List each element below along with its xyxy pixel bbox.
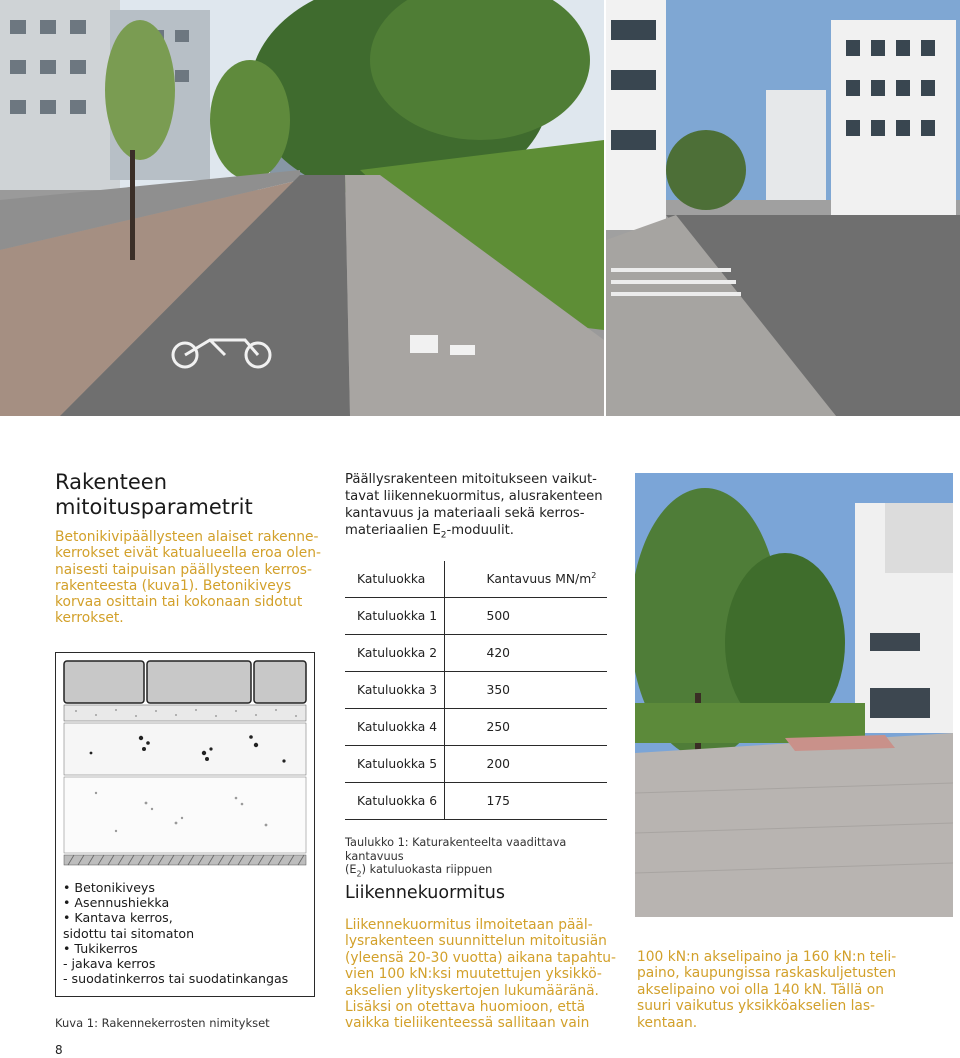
body-line: vien 100 kN:ksi muutettujen yksikkö- <box>345 966 602 983</box>
table-cell-value: 350 <box>444 672 607 709</box>
body-line: akselipaino voi olla 140 kN. Tällä on <box>637 981 884 998</box>
middle-intro-paragraph <box>345 471 620 545</box>
table-header-row <box>345 561 607 598</box>
body-line: kentaan. <box>637 1014 698 1031</box>
table-cell-class: Katuluokka 5 <box>345 746 444 783</box>
intro-line: Betonikivipäällysteen alaiset rakenne- <box>55 529 319 545</box>
section-heading-traffic-load: Liikennekuormitus <box>345 883 505 903</box>
table-cell-class: Katuluokka 1 <box>345 598 444 635</box>
body-line: lysrakenteen suunnittelun mitoitusiän <box>345 933 607 950</box>
subbase-layer <box>64 777 306 853</box>
legend-item: - suodatinkerros tai suodatinkangas <box>63 971 289 987</box>
legend-item: • Kantava kerros, <box>63 910 173 926</box>
intro-line: korvaa osittain tai kokonaan sidotut <box>55 594 303 611</box>
table-cell-class: Katuluokka 2 <box>345 635 444 672</box>
plaza-photo-illustration <box>635 473 953 917</box>
table-cell-value: 175 <box>444 783 607 820</box>
table-row <box>345 783 607 820</box>
legend-item: - jakava kerros <box>63 956 156 972</box>
superscript: 2 <box>591 571 597 581</box>
table-row <box>345 746 607 783</box>
body-line: Lisäksi on otettava huomioon, että <box>345 999 586 1016</box>
page-number: 8 <box>55 1043 63 1057</box>
table-caption-line: (E <box>345 863 357 877</box>
subscript: 2 <box>440 530 447 541</box>
table-cell-value: 200 <box>444 746 607 783</box>
legend-item: • Tukikerros <box>63 940 138 956</box>
table-caption-line: ) katuluokasta riippuen <box>361 863 493 877</box>
body-line: paino, kaupungissa raskaskuljetusten <box>637 965 897 982</box>
street-bike-path-photo <box>0 0 604 416</box>
filter-layer <box>64 855 306 865</box>
body-line: (yleensä 20-30 vuotta) aikana tapahtu- <box>345 949 617 966</box>
table-row <box>345 709 607 746</box>
column-header-capacity <box>444 561 607 598</box>
layer-cross-section-diagram <box>56 653 314 873</box>
body-line: vaikka tieliikenteessä sallitaan vain <box>345 1015 590 1032</box>
crossing-photo-illustration <box>606 0 960 416</box>
axle-load-paragraph <box>637 949 937 1031</box>
intro-line: naisesti taipuisan päällysteen kerros- <box>55 561 312 578</box>
intro-line: kerrokset eivät katualueella eroa olen- <box>55 545 321 562</box>
intro-line: rakenteesta (kuva1). Betonikiveys <box>55 577 292 594</box>
table-caption-line: Taulukko 1: Katurakenteelta vaadittava kantavuus <box>345 836 567 863</box>
plaza-paving-photo <box>635 473 953 917</box>
middle-intro-line: Päällysrakenteen mitoitukseen vaikut- <box>345 472 597 487</box>
column-header-class: Katuluokka <box>345 561 444 598</box>
body-line: akselien ylityskertojen lukumääränä. <box>345 982 599 999</box>
body-line: suuri vaikutus yksikköakselien las- <box>637 998 876 1015</box>
middle-intro-line: tavat liikennekuormitus, alusrakenteen <box>345 489 603 504</box>
layer-legend <box>63 880 313 986</box>
table-caption <box>345 836 615 881</box>
section-heading-parameters <box>55 470 325 520</box>
table-cell-class: Katuluokka 6 <box>345 783 444 820</box>
legend-item: • Asennushiekka <box>63 895 170 911</box>
table-cell-value: 250 <box>444 709 607 746</box>
table-row <box>345 635 607 672</box>
bedding-sand-layer <box>64 705 306 721</box>
intro-line: kerrokset. <box>55 610 124 627</box>
subscript: 2 <box>356 869 362 879</box>
street-class-capacity-table <box>345 561 607 820</box>
legend-item: • Betonikiveys <box>63 880 155 895</box>
street-photo-illustration <box>0 0 604 416</box>
table-cell-class: Katuluokka 4 <box>345 709 444 746</box>
table-cell-class: Katuluokka 3 <box>345 672 444 709</box>
table-row <box>345 672 607 709</box>
capacity-header-text: Kantavuus MN/m <box>486 572 592 587</box>
table-cell-value: 420 <box>444 635 607 672</box>
middle-intro-line: kantavuus ja materiaali sekä kerros- <box>345 506 585 521</box>
paving-stones-layer <box>64 661 306 703</box>
heading-line-1: Rakenteen <box>55 470 168 494</box>
base-course-layer <box>64 723 306 775</box>
table-row <box>345 598 607 635</box>
middle-intro-line: -moduulit. <box>446 523 514 538</box>
table-cell-value: 500 <box>444 598 607 635</box>
figure-caption: Kuva 1: Rakennekerrosten nimitykset <box>55 1016 270 1030</box>
body-line: 100 kN:n akselipaino ja 160 kN:n teli- <box>637 949 897 965</box>
traffic-load-paragraph <box>345 917 623 1032</box>
heading-line-2: mitoitusparametrit <box>55 495 253 519</box>
middle-intro-line: materiaalien E <box>345 523 441 538</box>
legend-item: sidottu tai sitomaton <box>63 925 195 941</box>
street-crossing-photo <box>606 0 960 416</box>
intro-paragraph <box>55 529 327 627</box>
body-line: Liikennekuormitus ilmoitetaan pääl- <box>345 917 593 933</box>
